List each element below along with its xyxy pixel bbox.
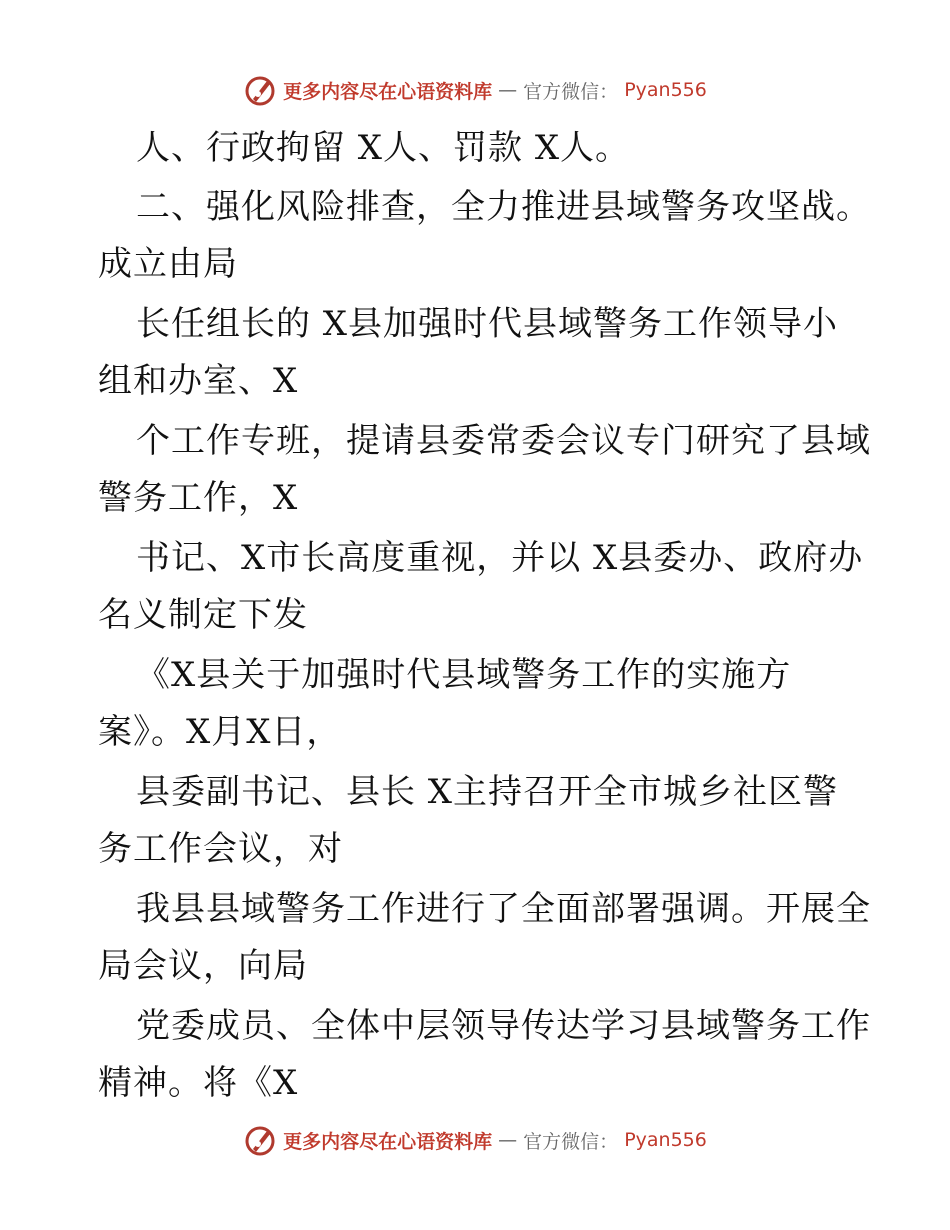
- body-line-11: 案》。X月X日，: [98, 712, 342, 752]
- header-handle: Pyan556: [624, 79, 707, 101]
- footer-site-text: 更多内容尽在心语资料库: [283, 1130, 493, 1153]
- body-line-12: 县委副书记、县长 X主持召开全市城乡社区警: [136, 772, 839, 812]
- body-line-9: 名义制定下发: [98, 595, 308, 635]
- header-banner-inner: [243, 73, 707, 107]
- header-site-text: 更多内容尽在心语资料库: [283, 80, 493, 103]
- body-line-6: 个工作专班，提请县委常委会议专门研究了县域: [136, 421, 871, 461]
- footer-banner-inner: [243, 1123, 707, 1157]
- body-line-3: 成立由局: [98, 244, 238, 284]
- body-line-13: 务工作会议，对: [98, 829, 343, 869]
- pen-circle-logo-icon: [243, 73, 277, 107]
- body-line-14: 我县县域警务工作进行了全面部署强调。开展全: [136, 889, 871, 929]
- body-line-2: 二、强化风险排查，全力推进县域警务攻坚战。: [136, 187, 871, 227]
- footer-official-label: 官方微信：: [523, 1130, 619, 1153]
- body-line-5: 组和办室、X: [98, 361, 299, 401]
- footer-separator: —: [498, 1129, 518, 1151]
- body-line-15: 局会议，向局: [98, 946, 308, 986]
- body-line-8: 书记、X市长高度重视，并以 X县委办、政府办: [136, 538, 864, 578]
- header-separator: —: [498, 79, 518, 101]
- header-banner: [0, 70, 950, 110]
- pen-circle-logo-icon: [243, 1123, 277, 1157]
- header-official-label: 官方微信：: [523, 80, 619, 103]
- body-line-16: 党委成员、全体中层领导传达学习县域警务工作: [136, 1006, 871, 1046]
- body-line-4: 长任组长的 X县加强时代县域警务工作领导小: [136, 304, 839, 344]
- body-line-17: 精神。将《X: [98, 1063, 299, 1103]
- footer-handle: Pyan556: [624, 1129, 707, 1151]
- body-line-7: 警务工作，X: [98, 478, 299, 518]
- body-line-1: 人、行政拘留 X人、罚款 X人。: [136, 128, 631, 168]
- body-line-10: 《X县关于加强时代县域警务工作的实施方: [136, 655, 792, 695]
- footer-banner: [0, 1120, 950, 1160]
